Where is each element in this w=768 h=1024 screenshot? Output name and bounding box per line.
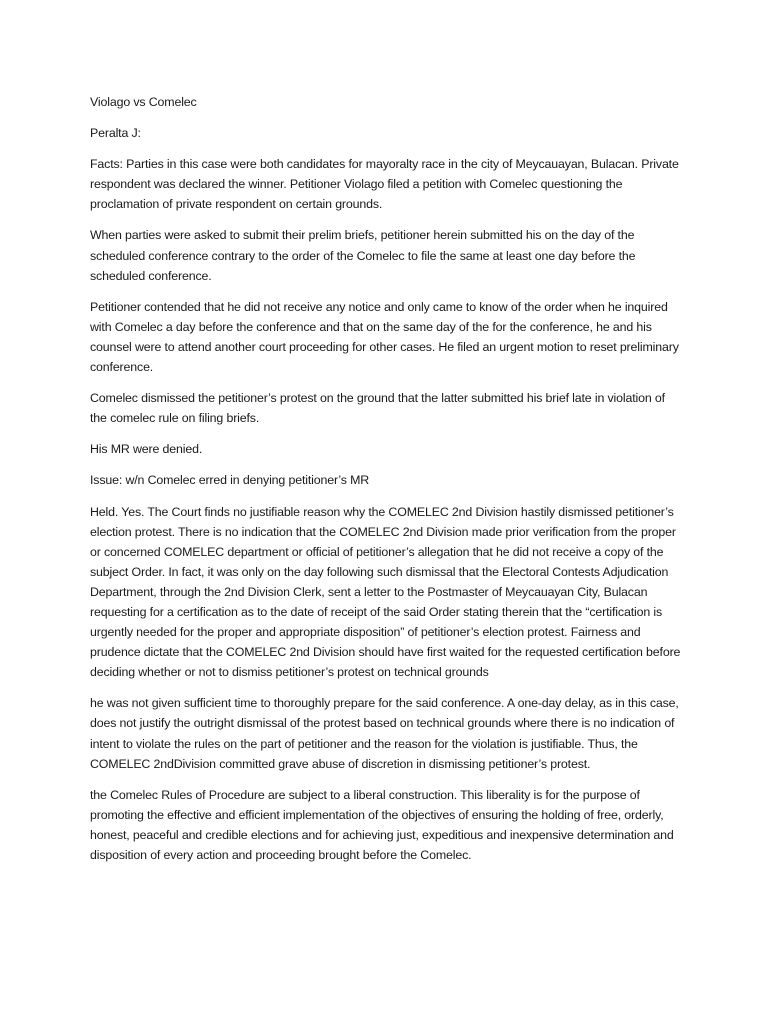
document-page: [90, 92, 682, 876]
paragraph-petitioner-contention: Petitioner contended that he did not receive any notice and only came to know of the order when he inquired with Comelec a day before the conference and that on the same day of the for the conference, he and his counsel were to attend another court proceeding for other cases. He filed an urgent motion to reset preliminary conference.: [90, 299, 679, 375]
paragraph-liberal-construction: the Comelec Rules of Procedure are subject to a liberal construction. This liberality is for the purpose of promoting the effective and efficient implementation of the objectives of ensuring the holding of free, orderly, honest, peaceful and credible elections and for achieving just, expeditious and inexpensive determination and disposition of every action and proceeding brought before the Comelec.: [90, 787, 674, 862]
paragraph-preparation-time: he was not given sufficient time to thoroughly prepare for the said conference. A one-day delay, as in this case, does not justify the outright dismissal of the protest based on technical grounds where there is no indication of intent to violate the rules on the part of petitioner and the reason for the violation is justifiable. Thus, the COMELEC 2ndDivision committed grave abuse of discretion in dismissing petitioner’s protest.: [90, 696, 679, 771]
paragraph-mr-denied: His MR were denied.: [90, 442, 203, 457]
paragraph-facts: Facts: Parties in this case were both candidates for mayoralty race in the city of Meycauayan, Bulacan. Private respondent was declared the winner. Petitioner Violago filed a petition with Comelec questioning the proclamation of private respondent on certain grounds.: [90, 157, 679, 212]
document-title: Violago vs Comelec: [90, 95, 197, 109]
paragraph-issue: Issue: w/n Comelec erred in denying petitioner’s MR: [90, 473, 370, 488]
paragraph-held: Held. Yes. The Court finds no justifiable reason why the COMELEC 2nd Division hastily dismissed petitioner’s election protest. There is no indication that the COMELEC 2nd Division made prior verification from the proper or concerned COMELEC department or official of petitioner’s allegation that he did not receive a copy of the subject Order. In fact, it was only on the day following such dismissal that the Electoral Contests Adjudication Department, through the 2nd Division Clerk, sent a letter to the Postmaster of Meycauayan City, Bulacan requesting for a certification as to the date of receipt of the said Order stating therein that the “certification is urgently needed for the proper and appropriate disposition” of petitioner’s election protest. Fairness and prudence dictate that the COMELEC 2nd Division should have first waited for the requested certification before deciding whether or not to dismiss petitioner’s protest on technical grounds: [90, 504, 681, 680]
paragraph-prelim-briefs: When parties were asked to submit their prelim briefs, petitioner herein submitted his on the day of the scheduled conference contrary to the order of the Comelec to file the same at least one day before the scheduled conference.: [90, 228, 636, 283]
document-author: Peralta J:: [90, 126, 141, 141]
paragraph-dismissal: Comelec dismissed the petitioner’s protest on the ground that the latter submitted his brief late in violation of the comelec rule on filing briefs.: [90, 391, 665, 426]
